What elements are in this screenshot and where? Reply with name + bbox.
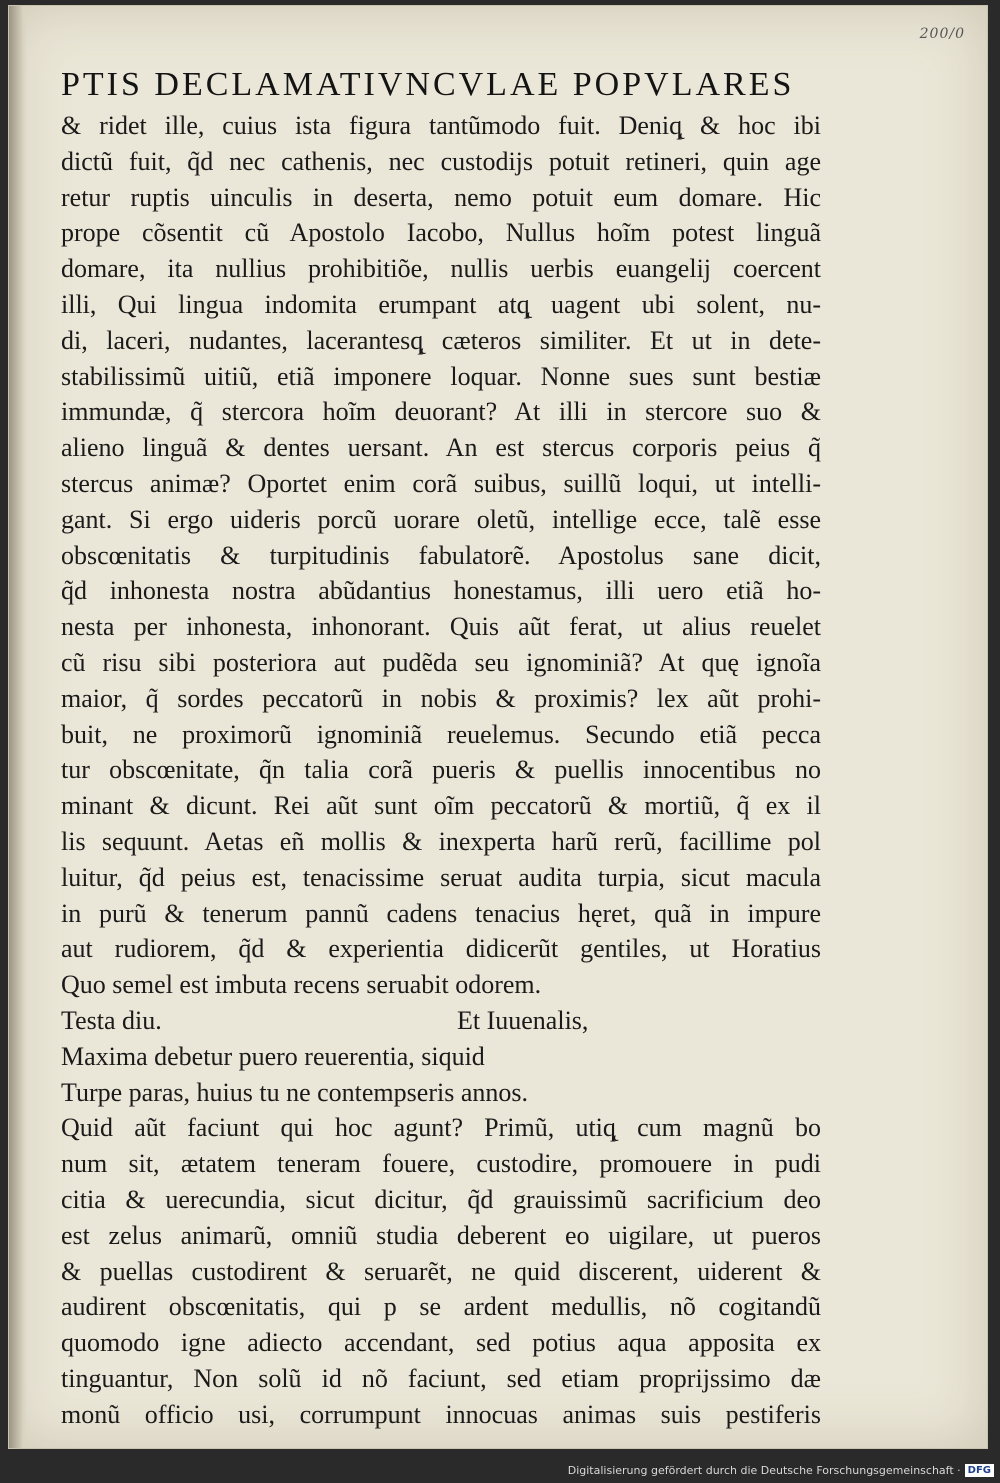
- text-line: stercus animæ? Oportet enim corã suibus, suillũ loqui, ut intelli-: [61, 468, 821, 498]
- text-line: lis sequunt. Aetas eñ mollis & inexperta harũ rerũ, facillime pol: [61, 826, 821, 856]
- digitization-credit: [568, 1464, 994, 1477]
- text-line: obscœnitatis & turpitudinis fabulatorẽ. Apostolus sane dicit,: [61, 540, 821, 570]
- dfg-logo-icon: DFG: [965, 1464, 994, 1477]
- verse-line: Testa diu.: [61, 1005, 162, 1035]
- text-line: citia & uerecundia, sicut dicitur, q̃d grauissimũ sacrificium deo: [61, 1184, 821, 1214]
- text-line: in purũ & tenerum pannũ cadens tenacius hęret, quã in impure: [61, 898, 821, 928]
- verse-attribution-line: [61, 1003, 821, 1039]
- verse-line: Turpe paras, huius tu ne contempseris annos.: [61, 1077, 528, 1107]
- folio-number: 200/0: [919, 26, 965, 42]
- text-line: di, laceri, nudantes, lacerantesq̨ cæteros similiter. Et ut in dete-: [61, 325, 821, 355]
- text-line: gant. Si ergo uideris porcũ uorare oletũ, intellige ecce, talẽ esse: [61, 504, 821, 534]
- text-line: est zelus animarũ, omniũ studia deberent eo uigilare, ut pueros: [61, 1220, 821, 1250]
- text-line: alieno linguã & dentes uersant. An est stercus corporis peius q̃: [61, 433, 821, 463]
- text-line: num sit, ætatem teneram fouere, custodire, promouere in pudi: [61, 1149, 821, 1179]
- text-line: q̃d inhonesta nostra abũdantius honestamus, illi uero etiã ho-: [61, 576, 821, 606]
- book-page: [8, 5, 988, 1449]
- text-line: dictũ fuit, q̃d nec cathenis, nec custodijs potuit retineri, quin age: [61, 146, 821, 176]
- text-line: tur obscœnitate, q̃n talia corã pueris & puellis innocentibus no: [61, 755, 821, 785]
- text-line: nesta per inhonesta, inhonorant. Quis aũt ferat, ut alius reuelet: [61, 612, 821, 642]
- credit-text: Digitalisierung gefördert durch die Deutsche Forschungsgemeinschaft ·: [567, 1464, 961, 1477]
- body-text: [61, 108, 821, 1432]
- attribution: Et Iuuenalis,: [457, 1005, 589, 1035]
- text-line: maior, q̃ sordes peccatorũ in nobis & proximis? lex aũt prohi-: [61, 683, 821, 713]
- running-header: PTIS DECLAMATIVNCVLAE POPVLARES: [61, 66, 795, 103]
- text-line: stabilissimũ uitiũ, etiã imponere loquar. Nonne sues sunt bestiæ: [61, 361, 821, 391]
- page-gutter-shadow: [9, 6, 27, 1448]
- verse-line: Quo semel est imbuta recens seruabit odorem.: [61, 970, 542, 1000]
- text-line: monũ officio usi, corrumpunt innocuas animas suis pestiferis: [61, 1399, 821, 1429]
- text-line: domare, ita nullius prohibitiõe, nullis uerbis euangelij coercent: [61, 254, 821, 284]
- text-line: audirent obscœnitatis, qui p se ardent medullis, nõ cogitandũ: [61, 1292, 821, 1322]
- text-line: buit, ne proximorũ ignominiã reuelemus. Secundo etiã pecca: [61, 719, 821, 749]
- text-line: aut rudiorem, q̃d & experientia didicerũt gentiles, ut Horatius: [61, 934, 821, 964]
- text-line: retur ruptis uinculis in deserta, nemo potuit eum domare. Hic: [61, 182, 821, 212]
- text-line: luitur, q̃d peius est, tenacissime seruat audita turpia, sicut macula: [61, 862, 821, 892]
- text-line: & ridet ille, cuius ista figura tantũmodo fuit. Deniq̨ & hoc ibi: [61, 111, 821, 140]
- text-line: minant & dicunt. Rei aũt sunt oĩm peccatorũ & mortiũ, q̃ ex il: [61, 791, 821, 821]
- text-line: immundæ, q̃ stercora hoĩm deuorant? At illi in stercore suo &: [61, 397, 821, 427]
- text-line: cũ risu sibi posteriora aut pudẽda seu ignominiã? At quę ignoĩa: [61, 647, 821, 677]
- text-line: prope cõsentit cũ Apostolo Iacobo, Nullus hoĩm potest linguã: [61, 218, 821, 248]
- text-line: Quid aũt faciunt qui hoc agunt? Primũ, utiq̨ cum magnũ bo: [61, 1113, 821, 1143]
- text-line: illi, Qui lingua indomita erumpant atq̨ uagent ubi solent, nu-: [61, 289, 821, 319]
- text-line: quomodo igne adiecto accendant, sed potius aqua apposita ex: [61, 1328, 821, 1358]
- text-line: & puellas custodirent & seruarẽt, ne quid discerent, uiderent &: [61, 1256, 821, 1286]
- verse-line: Maxima debetur puero reuerentia, siquid: [61, 1041, 485, 1071]
- text-line: tinguantur, Non solũ id nõ faciunt, sed etiam proprijssimo dæ: [61, 1363, 821, 1393]
